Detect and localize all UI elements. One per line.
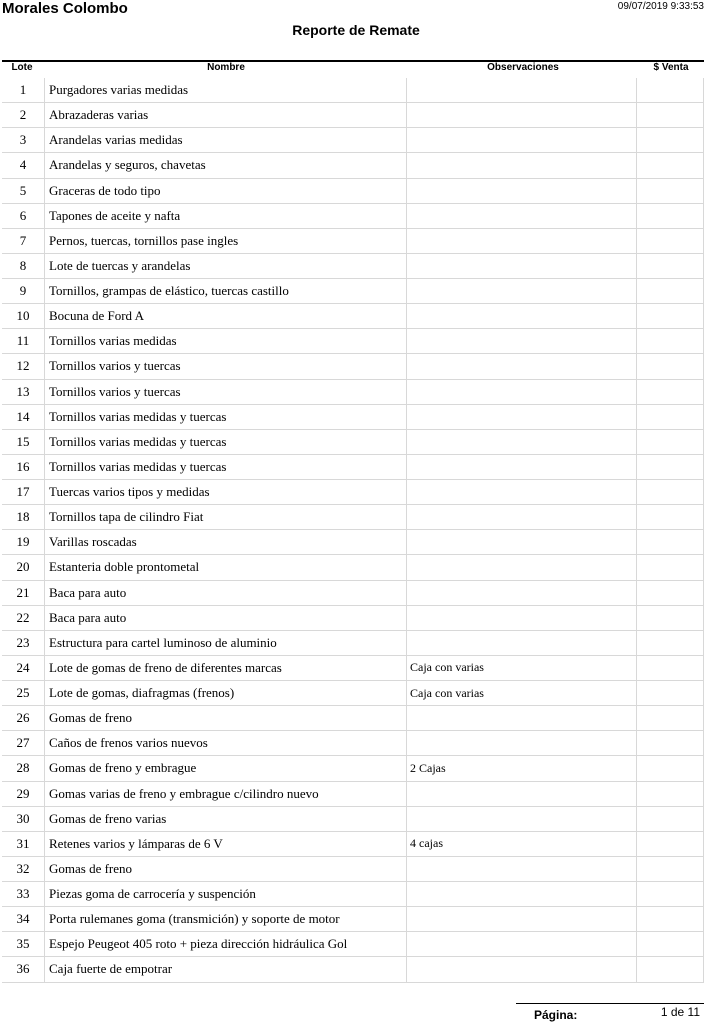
sale-price-cell (636, 229, 704, 253)
sale-price-cell (636, 128, 704, 152)
observations-cell (406, 78, 636, 102)
observations-cell (406, 405, 636, 429)
table-row (2, 204, 704, 229)
lot-name-cell: Abrazaderas varias (44, 103, 406, 127)
table-row (2, 103, 704, 128)
sale-price-cell (636, 606, 704, 630)
lot-number-cell: 20 (16, 559, 30, 575)
lot-name-cell: Tornillos varios y tuercas (44, 380, 406, 404)
lot-name-cell: Estanteria doble prontometal (44, 555, 406, 579)
lot-name-cell: Lote de tuercas y arandelas (44, 254, 406, 278)
table-row (2, 505, 704, 530)
table-row (2, 480, 704, 505)
lot-number-cell: 8 (19, 257, 27, 273)
lot-name-cell: Tornillos varias medidas y tuercas (44, 405, 406, 429)
sale-price-cell (636, 304, 704, 328)
sale-price-cell (636, 882, 704, 906)
table-row (2, 254, 704, 279)
lot-name-cell: Graceras de todo tipo (44, 179, 406, 203)
lot-number-cell: 16 (16, 458, 30, 474)
observations-cell (406, 179, 636, 203)
table-row (2, 606, 704, 631)
lot-number-cell: 18 (16, 509, 30, 525)
table-row (2, 380, 704, 405)
column-header-venta: $ Venta (653, 62, 689, 73)
lot-number-cell: 11 (16, 333, 30, 349)
lot-name-cell: Piezas goma de carrocería y suspención (44, 882, 406, 906)
observations-cell (406, 354, 636, 378)
sale-price-cell (636, 78, 704, 102)
table-row (2, 530, 704, 555)
lot-number-cell: 3 (19, 132, 27, 148)
sale-price-cell (636, 681, 704, 705)
lot-number-cell: 35 (16, 936, 30, 952)
observations-cell (406, 153, 636, 177)
sale-price-cell (636, 957, 704, 981)
observations-cell (406, 782, 636, 806)
footer-rule (516, 1003, 704, 1004)
lot-number-cell: 34 (16, 911, 30, 927)
observations-cell (406, 380, 636, 404)
observations-cell (406, 907, 636, 931)
observations-cell (406, 279, 636, 303)
observations-cell (406, 204, 636, 228)
sale-price-cell (636, 455, 704, 479)
table-row (2, 555, 704, 580)
lot-number-cell: 10 (16, 308, 30, 324)
table-row (2, 932, 704, 957)
lot-number-cell: 2 (19, 107, 27, 123)
lot-name-cell: Arandelas varias medidas (44, 128, 406, 152)
table-row (2, 857, 704, 882)
lot-number-cell: 1 (19, 82, 27, 98)
lot-number-cell: 25 (16, 685, 30, 701)
table-row (2, 304, 704, 329)
table-row (2, 354, 704, 379)
sale-price-cell (636, 179, 704, 203)
observations-cell (406, 229, 636, 253)
lot-number-cell: 4 (19, 157, 27, 173)
report-datetime: 09/07/2019 9:33:53 (617, 1, 704, 12)
lot-name-cell: Espejo Peugeot 405 roto + pieza dirección hidráulica Gol (44, 932, 406, 956)
lot-name-cell: Gomas de freno (44, 706, 406, 730)
table-row (2, 229, 704, 254)
sale-price-cell (636, 530, 704, 554)
sale-price-cell (636, 103, 704, 127)
observations-cell (406, 731, 636, 755)
lot-number-cell: 14 (16, 408, 30, 424)
lot-number-cell: 15 (16, 433, 30, 449)
sale-price-cell (636, 204, 704, 228)
observations-cell (406, 505, 636, 529)
sale-price-cell (636, 857, 704, 881)
sale-price-cell (636, 480, 704, 504)
observations-cell (406, 857, 636, 881)
table-row (2, 78, 704, 103)
lot-name-cell: Gomas de freno varias (44, 807, 406, 831)
table-row (2, 631, 704, 656)
table-row (2, 279, 704, 304)
lot-number-cell: 7 (19, 232, 27, 248)
observations-cell (406, 706, 636, 730)
column-header-lote: Lote (11, 62, 33, 73)
sale-price-cell (636, 907, 704, 931)
lot-name-cell: Gomas de freno (44, 857, 406, 881)
table-row (2, 882, 704, 907)
lot-name-cell: Tornillos varias medidas y tuercas (44, 430, 406, 454)
observations-cell (406, 480, 636, 504)
lot-number-cell: 12 (16, 358, 30, 374)
lot-name-cell: Retenes varios y lámparas de 6 V (44, 832, 406, 856)
lot-number-cell: 9 (19, 283, 27, 299)
lot-number-cell: 29 (16, 785, 30, 801)
page-number: 1 de 11 (660, 1005, 700, 1019)
observations-cell (406, 103, 636, 127)
table-row (2, 957, 704, 982)
observations-cell (406, 304, 636, 328)
lot-number-cell: 6 (19, 207, 27, 223)
lot-number-cell: 24 (16, 659, 30, 675)
lot-name-cell: Tapones de aceite y nafta (44, 204, 406, 228)
lot-name-cell: Gomas de freno y embrague (44, 756, 406, 780)
lot-number-cell: 23 (16, 634, 30, 650)
table-row (2, 405, 704, 430)
table-row (2, 756, 704, 781)
observations-cell: 4 cajas (406, 832, 636, 856)
table-row (2, 706, 704, 731)
lot-number-cell: 32 (16, 860, 30, 876)
lot-name-cell: Tornillos varios y tuercas (44, 354, 406, 378)
table-row (2, 656, 704, 681)
sale-price-cell (636, 581, 704, 605)
lot-name-cell: Purgadores varias medidas (44, 78, 406, 102)
sale-price-cell (636, 279, 704, 303)
observations-cell (406, 932, 636, 956)
lot-name-cell: Bocuna de Ford A (44, 304, 406, 328)
lot-name-cell: Tornillos, grampas de elástico, tuercas castillo (44, 279, 406, 303)
table-row (2, 807, 704, 832)
sale-price-cell (636, 782, 704, 806)
lot-name-cell: Caños de frenos varios nuevos (44, 731, 406, 755)
observations-cell (406, 430, 636, 454)
company-name: Morales Colombo (2, 0, 128, 17)
lot-number-cell: 21 (16, 584, 30, 600)
observations-cell (406, 128, 636, 152)
sale-price-cell (636, 832, 704, 856)
lot-number-cell: 27 (16, 735, 30, 751)
observations-cell (406, 957, 636, 981)
table-row (2, 455, 704, 480)
sale-price-cell (636, 756, 704, 780)
observations-cell (406, 581, 636, 605)
column-header-observaciones: Observaciones (487, 62, 559, 73)
lot-number-cell: 28 (16, 760, 30, 776)
lot-name-cell: Porta rulemanes goma (transmición) y soporte de motor (44, 907, 406, 931)
lot-name-cell: Gomas varias de freno y embrague c/cilindro nuevo (44, 782, 406, 806)
sale-price-cell (636, 405, 704, 429)
lot-number-cell: 30 (16, 810, 30, 826)
lot-name-cell: Lote de gomas de freno de diferentes marcas (44, 656, 406, 680)
lot-number-cell: 13 (16, 383, 30, 399)
sale-price-cell (636, 329, 704, 353)
lot-number-cell: 19 (16, 534, 30, 550)
column-header-nombre: Nombre (207, 62, 245, 73)
sale-price-cell (636, 656, 704, 680)
report-title: Reporte de Remate (292, 22, 420, 38)
observations-cell (406, 631, 636, 655)
lot-name-cell: Varillas roscadas (44, 530, 406, 554)
lot-number-cell: 33 (16, 886, 30, 902)
observations-cell: Caja con varias (406, 656, 636, 680)
observations-cell (406, 555, 636, 579)
lot-number-cell: 17 (16, 484, 30, 500)
lot-number-cell: 36 (16, 961, 30, 977)
lot-number-cell: 22 (16, 609, 30, 625)
observations-cell: 2 Cajas (406, 756, 636, 780)
lot-name-cell: Tornillos varias medidas y tuercas (44, 455, 406, 479)
observations-cell (406, 807, 636, 831)
observations-cell (406, 254, 636, 278)
sale-price-cell (636, 153, 704, 177)
lot-number-cell: 26 (16, 710, 30, 726)
observations-cell: Caja con varias (406, 681, 636, 705)
lot-name-cell: Tornillos tapa de cilindro Fiat (44, 505, 406, 529)
table-row (2, 581, 704, 606)
observations-cell (406, 329, 636, 353)
table-row (2, 907, 704, 932)
lot-name-cell: Estructura para cartel luminoso de aluminio (44, 631, 406, 655)
lot-number-cell: 5 (19, 182, 27, 198)
lot-name-cell: Pernos, tuercas, tornillos pase ingles (44, 229, 406, 253)
table-row (2, 329, 704, 354)
observations-cell (406, 455, 636, 479)
sale-price-cell (636, 807, 704, 831)
sale-price-cell (636, 354, 704, 378)
table-row (2, 128, 704, 153)
sale-price-cell (636, 731, 704, 755)
table-row (2, 832, 704, 857)
table-row (2, 782, 704, 807)
sale-price-cell (636, 380, 704, 404)
lot-name-cell: Lote de gomas, diafragmas (frenos) (44, 681, 406, 705)
lot-name-cell: Baca para auto (44, 606, 406, 630)
sale-price-cell (636, 505, 704, 529)
sale-price-cell (636, 254, 704, 278)
observations-cell (406, 606, 636, 630)
page-label: Página: (534, 1008, 578, 1022)
lot-table (2, 78, 704, 983)
lot-name-cell: Tuercas varios tipos y medidas (44, 480, 406, 504)
sale-price-cell (636, 555, 704, 579)
lot-name-cell: Caja fuerte de empotrar (44, 957, 406, 981)
lot-name-cell: Arandelas y seguros, chavetas (44, 153, 406, 177)
sale-price-cell (636, 706, 704, 730)
table-row (2, 430, 704, 455)
observations-cell (406, 530, 636, 554)
sale-price-cell (636, 932, 704, 956)
table-row (2, 731, 704, 756)
sale-price-cell (636, 430, 704, 454)
table-row (2, 179, 704, 204)
table-row (2, 153, 704, 178)
lot-name-cell: Tornillos varias medidas (44, 329, 406, 353)
table-row (2, 681, 704, 706)
sale-price-cell (636, 631, 704, 655)
lot-name-cell: Baca para auto (44, 581, 406, 605)
lot-number-cell: 31 (16, 835, 30, 851)
observations-cell (406, 882, 636, 906)
